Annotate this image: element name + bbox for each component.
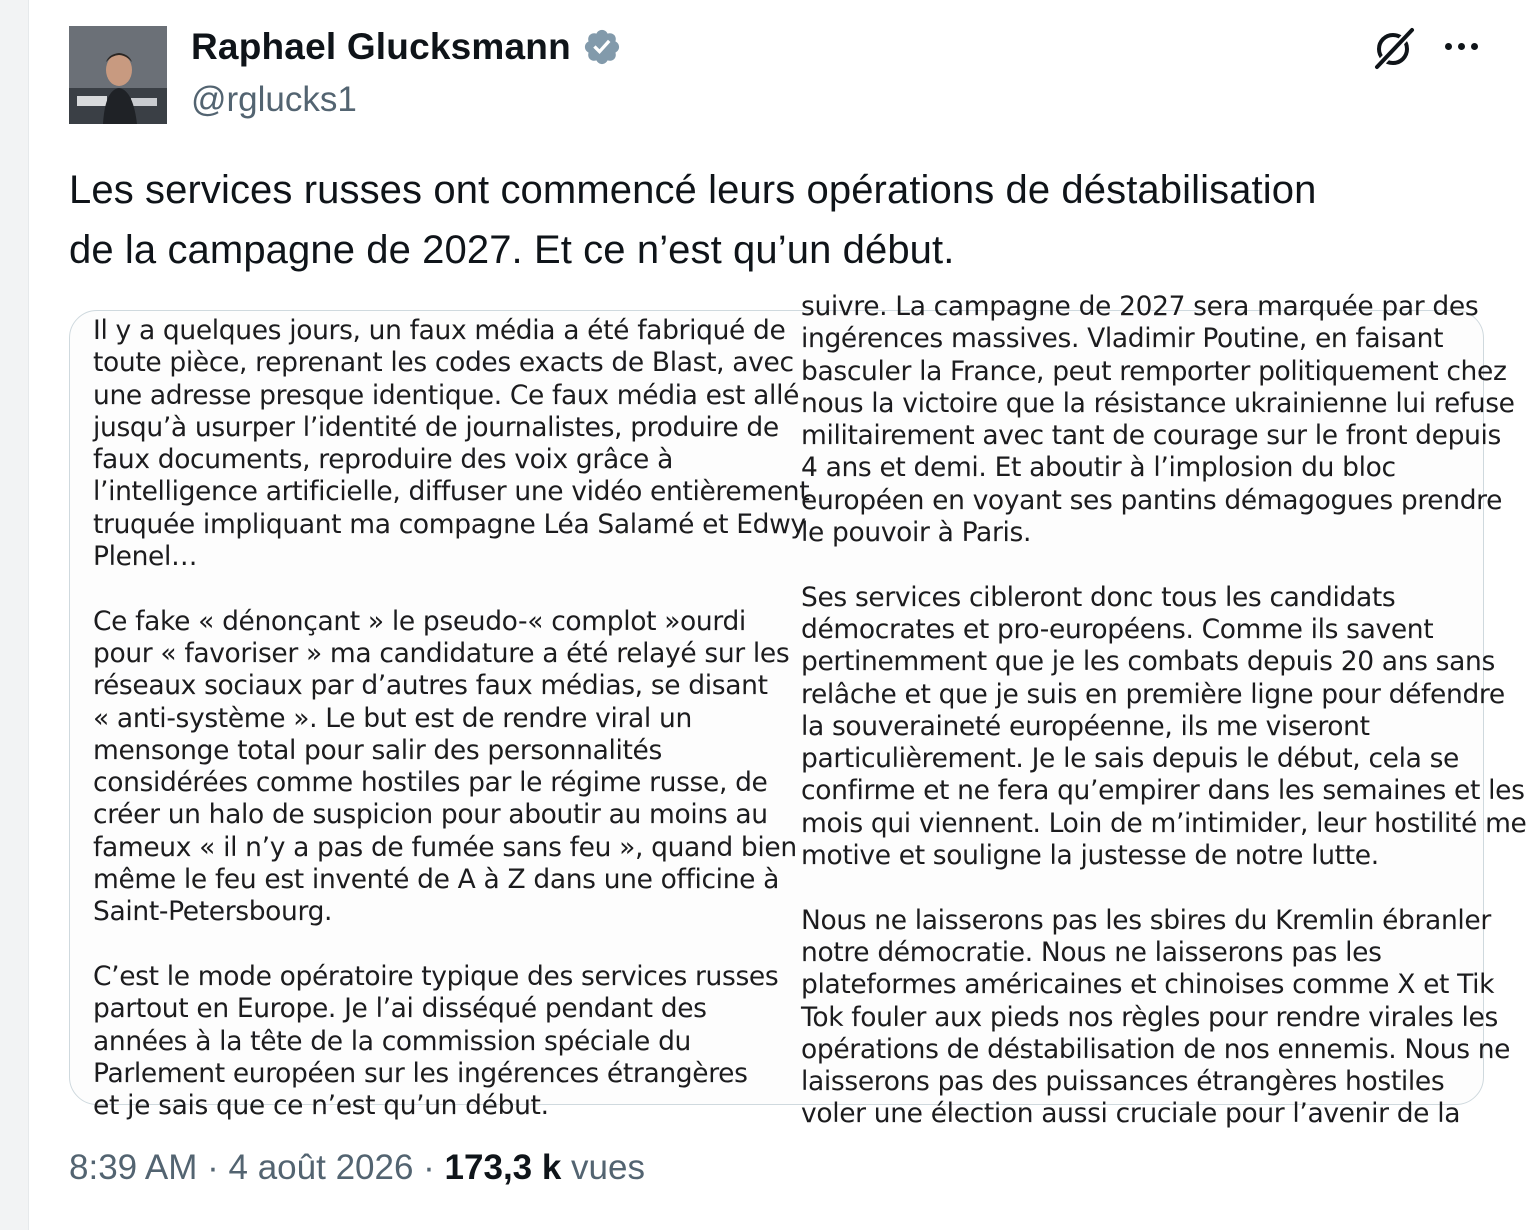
media-text-line: mensonge total pour salir des personnalités	[93, 734, 662, 766]
media-text-line: pour « favoriser » ma candidature a été relayé sur les	[93, 637, 790, 669]
verified-badge-icon	[582, 27, 622, 67]
paragraph-gap	[93, 929, 809, 961]
media-text-line: pertinemment que je les combats depuis 20 ans sans	[801, 646, 1495, 678]
more-icon[interactable]	[1434, 22, 1488, 70]
tweet-meta	[69, 1148, 645, 1188]
media-text-line: Il y a quelques jours, un faux média a été fabriqué de	[93, 315, 786, 346]
media-text-line: une adresse presque identique. Ce faux média est allé	[93, 379, 800, 411]
media-left-column	[93, 315, 809, 1122]
media-text-line: l’intelligence artificielle, diffuser une vidéo entièrement	[93, 476, 810, 508]
tweet-text-line: Les services russes ont commencé leurs opérations de déstabilisation	[69, 168, 1317, 212]
media-text-line: C’est le mode opératoire typique des services russes	[93, 960, 779, 992]
media-text-line: réseaux sociaux par d’autres faux médias, se disant	[93, 670, 768, 702]
tweet-time[interactable]: 8:39 AM	[69, 1148, 198, 1187]
media-text-line: plateformes américaines et chinoises comme X et Tik	[801, 969, 1495, 1001]
media-text-line: « anti-système ». Le but est de rendre viral un	[93, 702, 692, 734]
media-text-line: partout en Europe. Je l’ai disséqué pendant des	[93, 993, 707, 1025]
paragraph-gap	[801, 549, 1527, 581]
tweet-date[interactable]: 4 août 2026	[228, 1148, 414, 1187]
media-text-line: toute pièce, reprenant les codes exacts de Blast, avec	[93, 347, 794, 379]
media-text-line: faux documents, reproduire des voix grâce à	[93, 444, 673, 476]
media-text-line: laisserons pas des puissances étrangères hostiles	[801, 1066, 1445, 1098]
media-text-line: jusqu’à usurper l’identité de journalistes, produire de	[93, 411, 779, 443]
media-text-line: particulièrement. Je le sais depuis le début, cela se	[801, 743, 1460, 775]
media-image[interactable]	[69, 291, 1527, 1130]
grok-icon[interactable]	[1370, 24, 1418, 72]
media-text-line: relâche et que je suis en première ligne pour défendre	[801, 678, 1505, 710]
views-label: vues	[561, 1148, 645, 1187]
paragraph-gap	[801, 872, 1527, 904]
media-text-line: ingérences massives. Vladimir Poutine, en faisant	[801, 323, 1444, 355]
media-text-line: considérées comme hostiles par le régime russe, de	[93, 767, 768, 799]
media-text-line: le pouvoir à Paris.	[801, 517, 1032, 549]
media-text-line: nous la victoire que la résistance ukrainienne lui refuse	[801, 387, 1515, 419]
tweet-card	[28, 0, 1531, 1230]
views-count: 173,3 k	[444, 1148, 562, 1187]
media-text-line: suivre. La campagne de 2027 sera marquée par des	[801, 291, 1479, 322]
tweet-text	[69, 160, 1489, 280]
media-text-line: motive et souligne la justesse de notre lutte.	[801, 840, 1379, 872]
avatar-photo	[69, 26, 167, 124]
media-text-line: voler une élection aussi cruciale pour l’avenir de la	[801, 1098, 1461, 1130]
more-dot	[1471, 43, 1478, 50]
author-display-name[interactable]: Raphael Glucksmann	[191, 26, 571, 67]
media-text-line: Nous ne laisserons pas les sbires du Kremlin ébranler	[801, 904, 1491, 936]
media-text-line: années à la tête de la commission spéciale du	[93, 1025, 691, 1057]
media-text-line: Saint-Petersbourg.	[93, 896, 333, 928]
avatar[interactable]	[69, 26, 167, 124]
media-text-line: basculer la France, peut remporter politiquement chez	[801, 355, 1507, 387]
more-dot	[1445, 43, 1452, 50]
media-text-line: fameux « il n’y a pas de fumée sans feu », quand bien	[93, 831, 797, 863]
media-text-line: militairement avec tant de courage sur le front depuis	[801, 420, 1501, 452]
media-text-line: même le feu est inventé de A à Z dans une officine à	[93, 864, 780, 896]
media-text-line: européen en voyant ses pantins démagogues prendre	[801, 484, 1503, 516]
media-text-line: la souveraineté européenne, ils me viseront	[801, 710, 1370, 742]
media-right-column	[801, 291, 1527, 1131]
media-text-line: confirme et ne fera qu’empirer dans les semaines et les	[801, 775, 1525, 807]
paragraph-gap	[93, 573, 809, 605]
media-text-line: Ses services cibleront donc tous les candidats	[801, 581, 1396, 613]
author-handle[interactable]: @rglucks1	[191, 80, 357, 119]
media-text-line: démocrates et pro-européens. Comme ils savent	[801, 613, 1434, 645]
meta-separator: ·	[197, 1148, 229, 1187]
media-text-line: créer un halo de suspicion pour aboutir au moins au	[93, 799, 768, 831]
media-text-line: Tok fouler aux pieds nos règles pour rendre virales les	[801, 1001, 1498, 1033]
media-text-line: Ce fake « dénonçant » le pseudo-« complot »ourdi	[93, 605, 746, 637]
more-dot	[1458, 43, 1465, 50]
media-text-line: Parlement européen sur les ingérences étrangères	[93, 1057, 748, 1089]
media-text-line: 4 ans et demi. Et aboutir à l’implosion du bloc	[801, 452, 1396, 484]
meta-separator: ·	[413, 1148, 445, 1187]
media-text-line: mois qui viennent. Loin de m’intimider, leur hostilité me	[801, 807, 1527, 839]
media-text-line: notre démocratie. Nous ne laisserons pas les	[801, 936, 1382, 968]
media-text-line: opérations de déstabilisation de nos ennemis. Nous ne	[801, 1033, 1511, 1065]
media-text-line: truquée impliquant ma compagne Léa Salamé et Edwy	[93, 508, 806, 540]
media-text-line: Plenel…	[93, 541, 198, 573]
tweet-text-line: de la campagne de 2027. Et ce n’est qu’un début.	[69, 228, 955, 272]
media-text-line: et je sais que ce n’est qu’un début.	[93, 1090, 549, 1122]
